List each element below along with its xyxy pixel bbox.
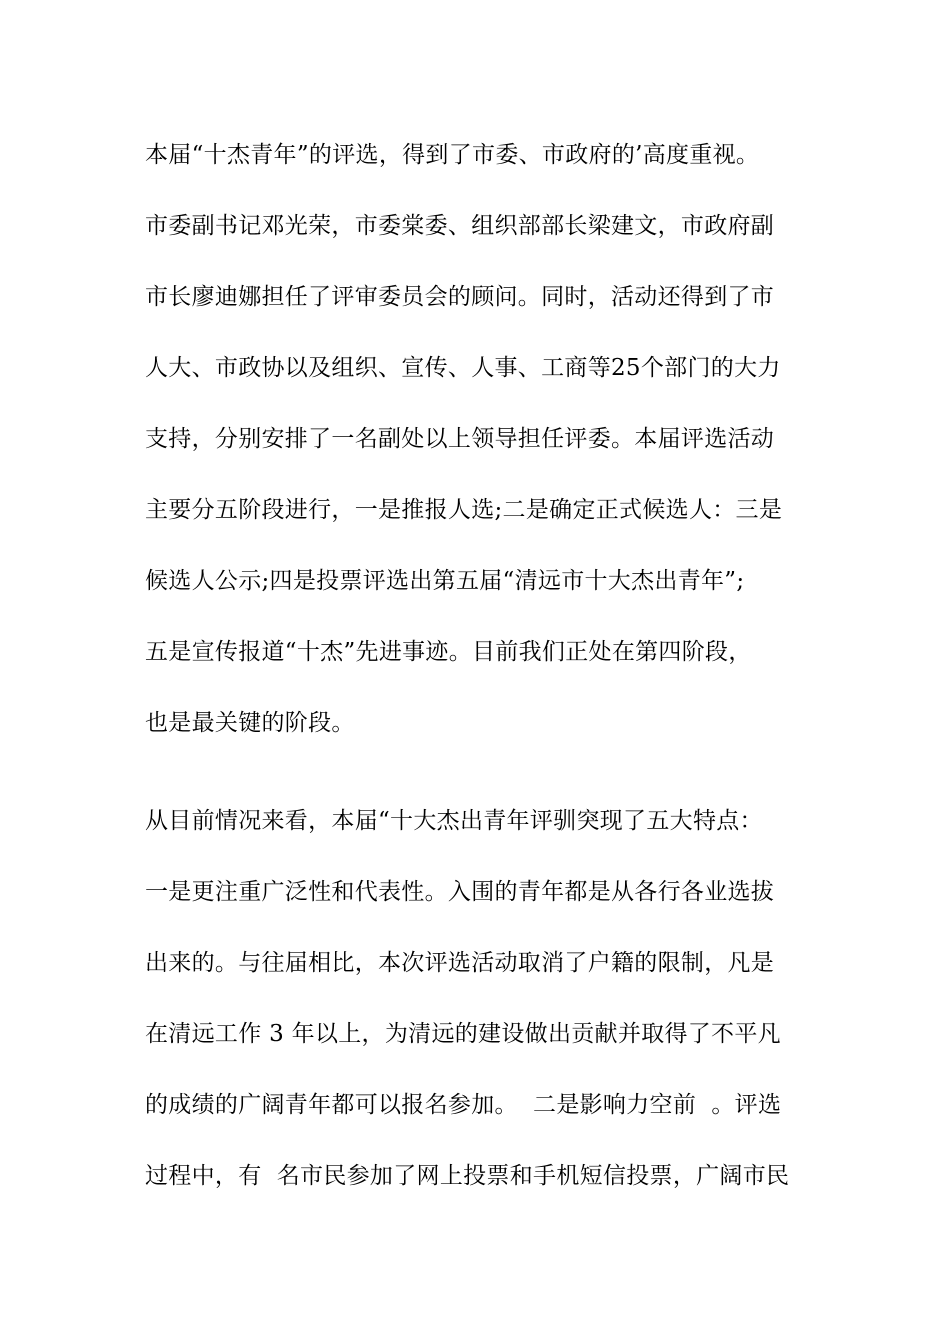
text-line: 市长廖迪娜担任了评审委员会的顾问。同时，活动还得到了市 [145,284,775,310]
text-line: 的成绩的广阔青年都可以报名参加。 二是影响力空前 。评选 [145,1092,782,1118]
text-line: 本届“十杰青年”的评选，得到了市委、市政府的’高度重视。 [145,142,760,168]
text-line: 市委副书记邓光荣，市委棠委、组织部部长梁建文，市政府副 [145,213,775,239]
text-line: 一是更注重广泛性和代表性。入围的青年都是从各行各业选拔 [145,879,775,905]
text-line: 支持，分别安排了一名副处以上领导担任评委。本届评选活动 [145,426,775,452]
text-line: 过程中，有 名市民参加了网上投票和手机短信投票，广阔市民 [145,1163,790,1189]
text-line: 出来的。与往届相比，本次评选活动取消了户籍的限制，凡是 [145,950,775,976]
text-line: 也是最关键的阶段。 [145,710,355,736]
text-line: 从目前情况来看，本届“十大杰出青年评驯突现了五大特点： [145,808,763,834]
text-line: 主要分五阶段进行，一是推报人选;二是确定正式候选人：三是 [145,497,783,523]
text-line: 在清远工作 3 年以上，为清远的建设做出贡献并取得了不平凡 [145,1021,781,1047]
text-line: 五是宣传报道“十杰”先进事迹。目前我们正处在第四阶段， [145,639,752,665]
text-line: 人大、市政协以及组织、宣传、人事、工商等25个部门的大力 [145,355,781,381]
text-line: 候选人公示;四是投票评选出第五届“清远市十大杰出青年”; [145,568,745,594]
